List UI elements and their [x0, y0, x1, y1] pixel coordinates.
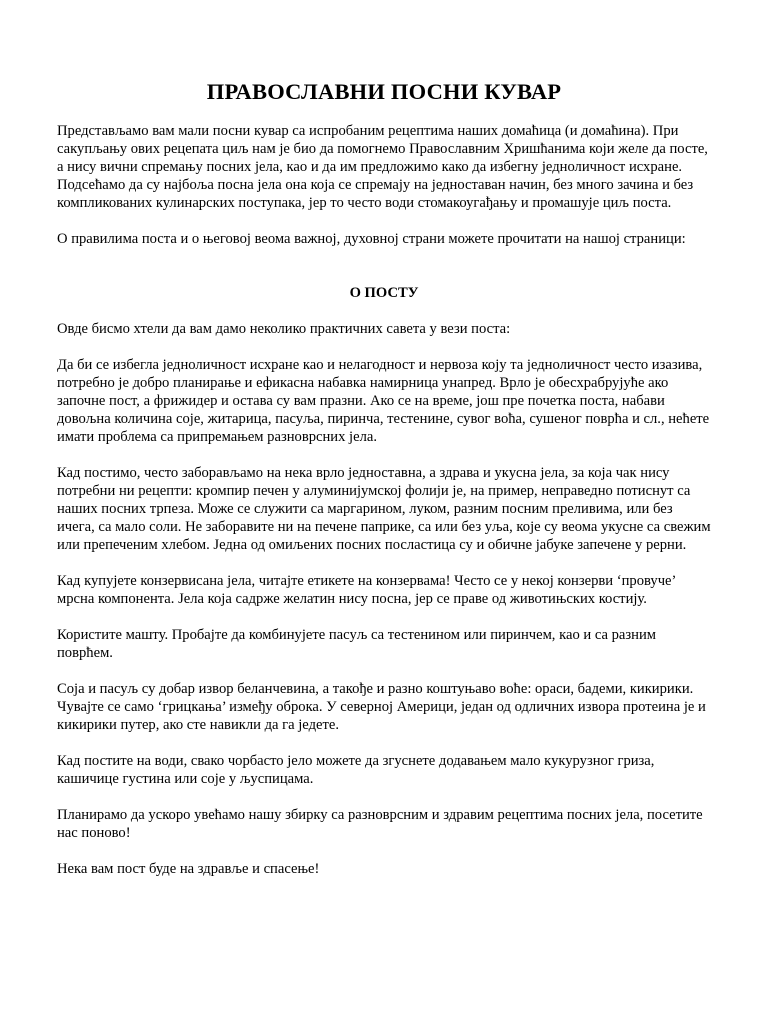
- body-paragraph: Кад постимо, често заборављамо на нека врло једноставна, а здрава и укусна јела, за која чак нису потребни ни рецепти: кромпир печен у алуминијумској фолији је, на пример, неправедно потиснут са наших посних трпеза. Може се служити са маргарином, луком, разним посним преливима, или без ичега, са мало соли. Не заборавите ни на печене паприке, са или без уља, које су веома укусне са свежим или препеченим хлебом. Једна од омиљених посних посластица су и обичне јабуке запечене у рерни.: [57, 465, 711, 553]
- body-paragraph: Кад купујете конзервисана јела, читајте етикете на конзервама! Често се у некој конзерви ‘провуче’ мрсна компонента. Јела која садрже желатин нису посна, јер се праве од животињских костију.: [57, 573, 676, 607]
- intro-paragraph: Представљамо вам мали посни кувар са испробаним рецептима наших домаћица (и домаћина). При сакупљању ових рецепата циљ нам је био да помогнемо Православним Хришћанима који желе да посте, а нису вични спремању посних јела, као и да им предложимо како да избегну једноличност исхране. Подсећамо да су најбоља посна јела она која се спремају на једноставан начин, без много зачина и без компликованих кулинарских поступака, јер то често води стомакоугађању и промашује циљ поста.: [57, 123, 708, 211]
- document-page: [57, 76, 711, 878]
- body-paragraph: Користите машту. Пробајте да комбинујете пасуљ са тестенином или пиринчем, као и са разним поврћем.: [57, 627, 657, 661]
- body-paragraph: Кад постите на води, свако чорбасто јело можете да згуснете додавањем мало кукурузног гриза, кашичице густина или соје у љуспицама.: [57, 753, 655, 787]
- body-paragraph: Планирамо да ускоро увећамо нашу збирку са разноврсним и здравим рецептима посних јела, посетите нас поново!: [57, 807, 703, 841]
- body-paragraph: Соја и пасуљ су добар извор беланчевина, а такође и разно коштуњаво воће: ораси, бадеми, кикирики. Чувајте се само ‘грицкања’ између оброка. У северној Америци, један од одличних извора протеина је и кикирики путер, ако сте навикли да га једете.: [57, 681, 706, 733]
- body-paragraph: Да би се избегла једноличност исхране као и нелагодност и нервоза коју та једноличност често изазива, потребно је добро планирање и ефикасна набавка намирница унапред. Врло је обесхрабрујуће ако започне пост, а фрижидер и остава су вам празни. Ако се на време, још пре почетка поста, набави довољна количина соје, житарица, пасуља, пиринча, тестенине, сувог воћа, сушеног поврћа и сл., нећете имати проблема са припремањем разноврсних јела.: [57, 357, 710, 445]
- document-title: ПРАВОСЛАВНИ ПОСНИ КУВАР: [206, 79, 562, 104]
- body-paragraph: Овде бисмо хтели да вам дамо неколико практичних савета у вези поста:: [57, 321, 511, 337]
- rules-note-paragraph: О правилима поста и о његовој веома важној, духовној страни можете прочитати на нашој страници:: [57, 231, 686, 247]
- closing-paragraph: Нека вам пост буде на здравље и спасење!: [57, 861, 320, 877]
- section-heading: О ПОСТУ: [349, 285, 419, 301]
